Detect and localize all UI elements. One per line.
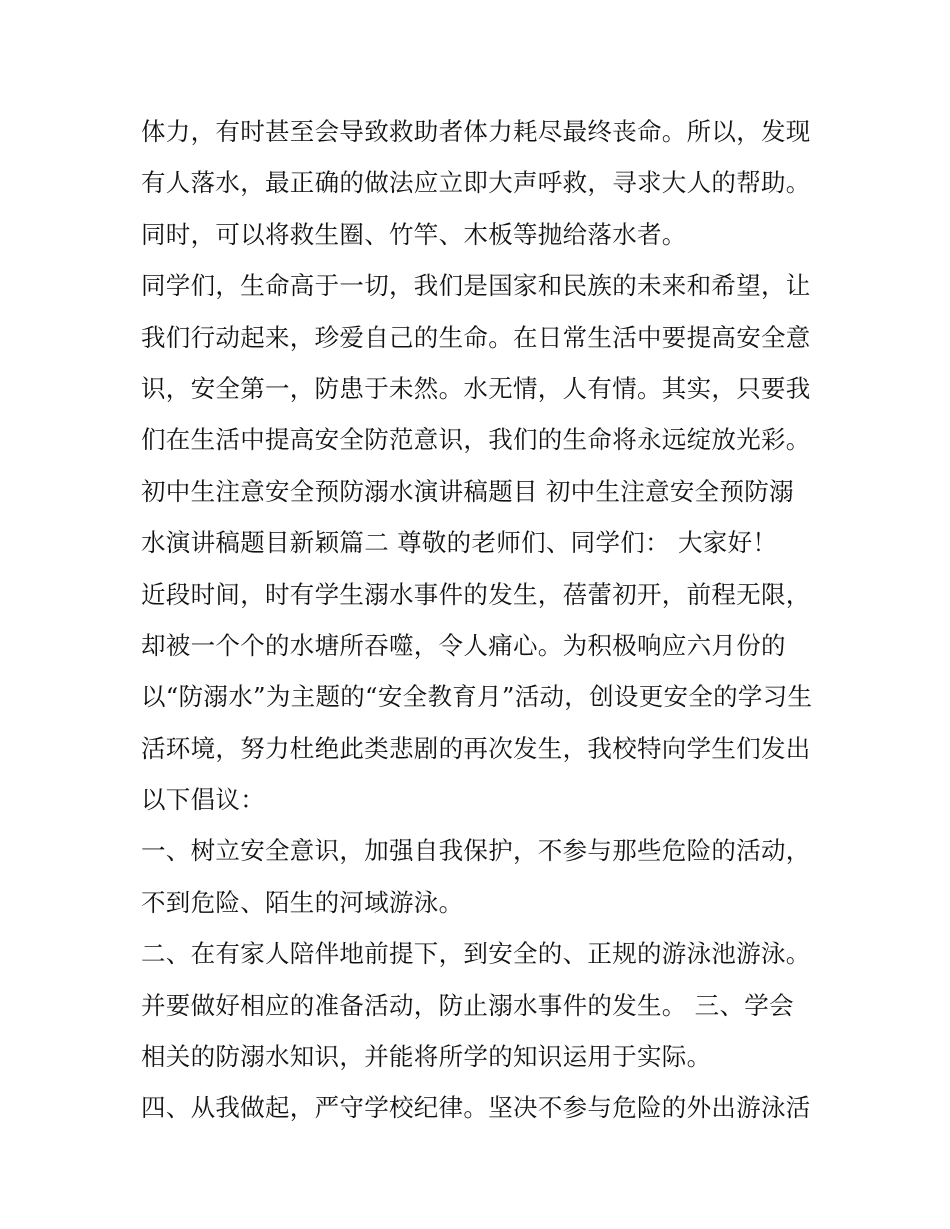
text-line: 有人落水，最正确的做法应立即大声呼救，寻求大人的帮助。	[141, 168, 811, 198]
text-line: 以下倡议：	[141, 785, 265, 815]
text-line: 同时，可以将救生圈、竹竿、木板等抛给落水者。	[141, 219, 687, 249]
text-line: 相关的防溺水知识，并能将所学的知识运用于实际。	[141, 1042, 712, 1072]
text-line: 初中生注意安全预防溺水演讲稿题目 初中生注意安全预防溺	[141, 476, 794, 506]
text-line: 一、树立安全意识，加强自我保护，不参与那些危险的活动，	[141, 836, 811, 866]
text-line: 我们行动起来，珍爱自己的生命。在日常生活中要提高安全意	[141, 322, 811, 352]
text-line: 不到危险、陌生的河域游泳。	[141, 887, 464, 917]
text-line: 活环境，努力杜绝此类悲剧的再次发生，我校特向学生们发出	[141, 733, 811, 763]
text-line: 体力，有时甚至会导致救助者体力耗尽最终丧命。所以，发现	[141, 117, 811, 146]
text-line: 二、在有家人陪伴地前提下，到安全的、正规的游泳池游泳。	[141, 939, 811, 969]
text-line: 以“防溺水”为主题的“安全教育月”活动，创设更安全的学习生	[141, 682, 813, 712]
text-line: 同学们，生命高于一切，我们是国家和民族的未来和希望，让	[141, 271, 811, 301]
text-line: 却被一个个的水塘所吞噬，令人痛心。为积极响应六月份的	[141, 630, 786, 660]
text-line: 四、从我做起，严守学校纪律。坚决不参与危险的外出游泳活	[141, 1093, 811, 1123]
text-line: 识，安全第一，防患于未然。水无情，人有情。其实，只要我	[141, 373, 811, 403]
text-line: 近段时间，时有学生溺水事件的发生，蓓蕾初开，前程无限，	[141, 579, 811, 609]
text-line: 水演讲稿题目新颖篇二 尊敬的老师们、同学们： 大家好！	[141, 528, 778, 558]
text-line: 们在生活中提高安全防范意识，我们的生命将永远绽放光彩。	[141, 425, 811, 455]
text-line: 并要做好相应的准备活动，防止溺水事件的发生。 三、学会	[141, 990, 794, 1020]
document-body	[141, 106, 821, 1134]
